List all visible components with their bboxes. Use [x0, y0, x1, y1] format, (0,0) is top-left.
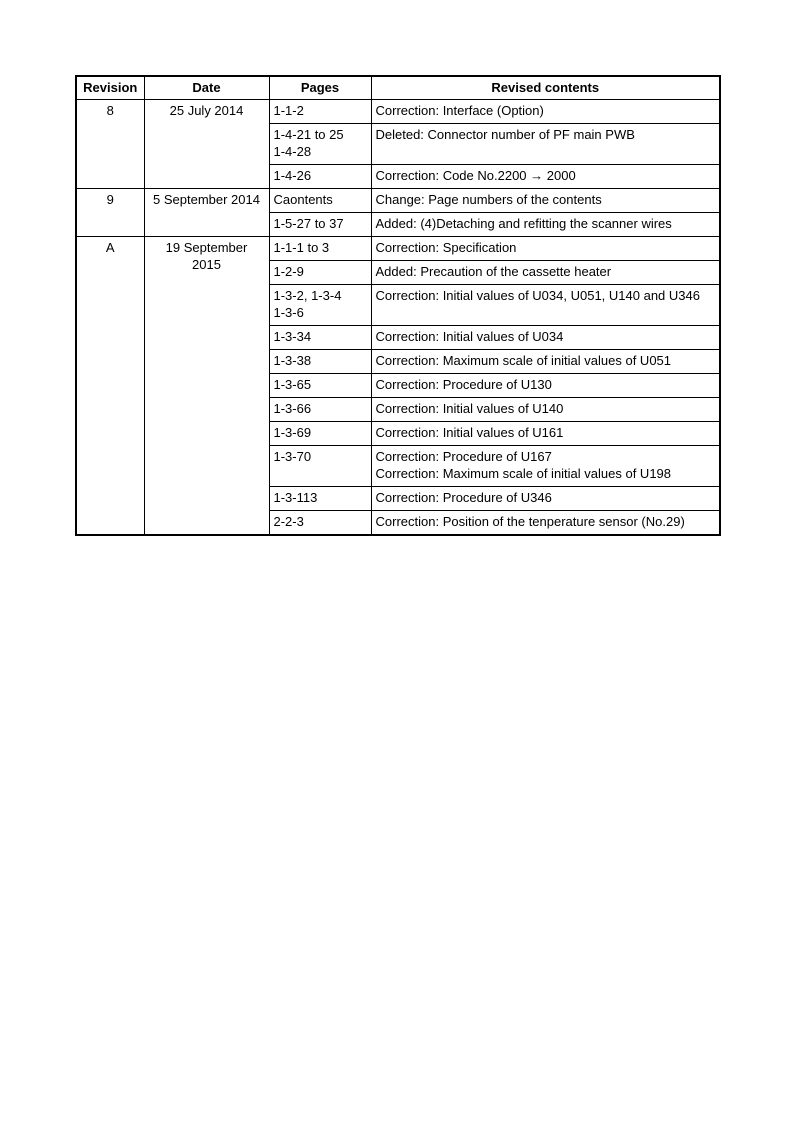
header-pages: Pages: [269, 76, 371, 100]
contents-cell: Correction: Initial values of U161: [371, 422, 720, 446]
revision-history-table: [75, 75, 721, 536]
contents-cell: Correction: Initial values of U034: [371, 326, 720, 350]
contents-cell: Correction: Procedure of U167 Correction: Maximum scale of initial values of U198: [371, 446, 720, 487]
table-header-row: [76, 76, 720, 100]
pages-cell: 1-4-26: [269, 165, 371, 189]
contents-cell: Added: (4)Detaching and refitting the scanner wires: [371, 213, 720, 237]
date-cell: 25 July 2014: [144, 100, 269, 189]
date-cell: 5 September 2014: [144, 189, 269, 237]
pages-cell: 1-3-2, 1-3-4 1-3-6: [269, 285, 371, 326]
contents-cell: Correction: Interface (Option): [371, 100, 720, 124]
pages-cell: 1-2-9: [269, 261, 371, 285]
revision-cell: A: [76, 237, 144, 536]
pages-cell: 1-1-2: [269, 100, 371, 124]
pages-cell: 2-2-3: [269, 511, 371, 536]
contents-cell: Correction: Procedure of U130: [371, 374, 720, 398]
pages-cell: 1-3-34: [269, 326, 371, 350]
revision-cell: 9: [76, 189, 144, 237]
pages-cell: 1-3-65: [269, 374, 371, 398]
pages-cell: 1-5-27 to 37: [269, 213, 371, 237]
header-revision: Revision: [76, 76, 144, 100]
revision-cell: 8: [76, 100, 144, 189]
pages-cell: 1-4-21 to 25 1-4-28: [269, 124, 371, 165]
pages-cell: 1-3-38: [269, 350, 371, 374]
date-cell: 19 September 2015: [144, 237, 269, 536]
pages-cell: 1-3-66: [269, 398, 371, 422]
table-row: [76, 189, 720, 213]
contents-cell: Correction: Code No.2200 → 2000: [371, 165, 720, 189]
contents-cell: Change: Page numbers of the contents: [371, 189, 720, 213]
contents-cell: Correction: Procedure of U346: [371, 487, 720, 511]
pages-cell: 1-3-113: [269, 487, 371, 511]
contents-cell: Added: Precaution of the cassette heater: [371, 261, 720, 285]
pages-cell: Caontents: [269, 189, 371, 213]
contents-cell: Correction: Initial values of U034, U051, U140 and U346: [371, 285, 720, 326]
pages-cell: 1-3-69: [269, 422, 371, 446]
contents-cell: Deleted: Connector number of PF main PWB: [371, 124, 720, 165]
table-row: [76, 237, 720, 261]
contents-cell: Correction: Maximum scale of initial values of U051: [371, 350, 720, 374]
contents-cell: Correction: Position of the tenperature sensor (No.29): [371, 511, 720, 536]
contents-cell: Correction: Initial values of U140: [371, 398, 720, 422]
header-revised-contents: Revised contents: [371, 76, 720, 100]
header-date: Date: [144, 76, 269, 100]
table-row: [76, 100, 720, 124]
pages-cell: 1-3-70: [269, 446, 371, 487]
pages-cell: 1-1-1 to 3: [269, 237, 371, 261]
contents-cell: Correction: Specification: [371, 237, 720, 261]
